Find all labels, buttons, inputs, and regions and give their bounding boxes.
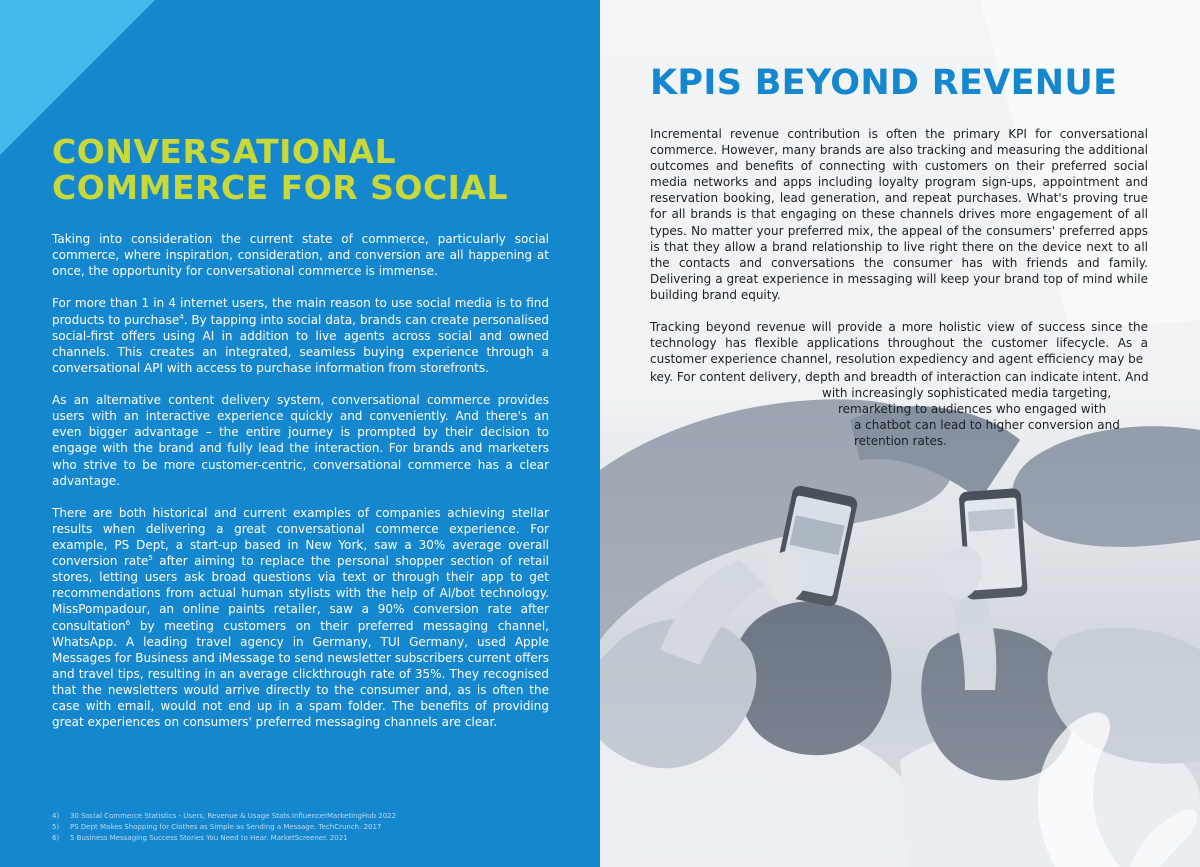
- footnote-number: 6): [52, 834, 60, 842]
- right-paragraph-2-line-7: a chatbot can lead to higher conversion and: [854, 418, 1120, 432]
- footnote-text: 30 Social Commerce Statistics - Users, Revenue & Usage Stats.InfluencerMarketingHub 2022: [70, 812, 397, 820]
- right-paragraph-2-line-8: retention rates.: [854, 434, 947, 448]
- left-paragraph-1: Taking into consideration the current state of commerce, particularly social commerce, where inspiration, consideration, and conversion are all happening at once, the opportunity for conversational commerce is immense.: [52, 232, 549, 279]
- left-paragraph-4: [52, 505, 549, 730]
- right-paragraph-1: Incremental revenue contribution is often the primary KPI for conversational commerce. However, many brands are also tracking and measuring the additional outcomes and benefits of connecting with customers on their preferred social media networks and apps including loyalty program sign-ups, appointment and reservation booking, lead generation, and repeat purchases. What's proving true for all brands is that engaging on these channels drives more engagement of all types. No matter your preferred mix, the appeal of the consumers' preferred apps is that they allow a brand relationship to live right there on the device next to all the contacts and conversations the consumer has with friends and family. Delivering a great experience in messaging will keep your brand top of mind while building brand equity.: [650, 127, 1148, 302]
- left-paragraph-2: [52, 295, 549, 375]
- left-p4-text-c: by meeting customers on their preferred messaging channel, WhatsApp. A leading travel agency in Germany, TUI Germany, used Apple Messages for Business and iMessage to send newsletter subscribers current offers and travel tips, resulting in an average clickthrough rate of 35%. They recognised that the newsletters would arrive directly to the consumer and, as is often the case with email, would not end up in a spam folder. The benefits of providing great experiences on consumers' preferred messaging channels are clear.: [52, 618, 549, 730]
- footnotes: [52, 811, 572, 844]
- left-title-line-1: CONVERSATIONAL: [52, 132, 397, 171]
- right-page-body: [650, 126, 1148, 384]
- left-p2-text-b: . By tapping into social data, brands can create personalised social-first offers using AI in addition to live agents across social and owned channels. This creates an integrated, seamless buying experience through a conversational API with access to purchase information from storefronts.: [52, 312, 549, 375]
- right-page-title: KPIS BEYOND REVENUE: [650, 63, 1118, 103]
- footnote-5: [52, 822, 572, 833]
- left-p2-text-a: For more than 1 in 4 internet users, the main reason to use social media is to find products to purchase: [52, 296, 549, 327]
- footnote-ref-6: 6: [125, 618, 131, 627]
- footnote-ref-5: 5: [148, 554, 153, 563]
- right-paragraph-2-line-5: with increasingly sophisticated media targeting,: [822, 386, 1112, 400]
- footnote-number: 4): [52, 812, 60, 820]
- footnote-4: [52, 811, 572, 822]
- footnote-ref-4: 4: [179, 312, 184, 321]
- left-page-body: [52, 231, 549, 746]
- footnote-text: 5 Business Messaging Success Stories You Need to Hear. MarketScreener. 2021: [70, 834, 348, 842]
- right-paragraph-2-line-6: remarketing to audiences who engaged with: [838, 402, 1107, 416]
- left-p4-text-b: after aiming to replace the personal shopper section of retail stores, letting users ask broad questions via text or through their app to get recommendations from actual human stylists with the help of AI/bot technology. MissPompadour, an online paints retailer, saw a 90% conversion rate after consultation: [52, 554, 549, 633]
- footnote-text: PS Dept Makes Shopping for Clothes as Simple as Sending a Message. TechCrunch. 2017: [70, 823, 382, 831]
- left-title-line-2: COMMERCE FOR SOCIAL: [52, 168, 509, 207]
- footnote-number: 5): [52, 823, 60, 831]
- left-p4-text-a: There are both historical and current examples of companies achieving stellar results when delivering a great conversational commerce experience. For example, PS Dept, a start-up based in New York, saw a 30% average overall conversion rate: [52, 505, 549, 569]
- right-paragraph-2-line-4: key. For content delivery, depth and breadth of interaction can indicate intent. And: [650, 370, 1149, 384]
- left-page-title: [52, 134, 572, 206]
- left-paragraph-3: As an alternative content delivery system, conversational commerce provides users with an interactive experience quickly and conveniently. And there's an even bigger advantage – the entire journey is prompted by their decision to engage with the brand and fully lead the interaction. For brands and marketers who strive to be more customer-centric, conversational commerce has a clear advantage.: [52, 393, 549, 488]
- footnote-6: [52, 833, 572, 844]
- right-paragraph-2: Tracking beyond revenue will provide a more holistic view of success since the technology has flexible applications throughout the customer lifecycle. As a customer experience channel, resolution expediency and agent efficiency may be: [650, 320, 1148, 367]
- right-page: [600, 0, 1200, 867]
